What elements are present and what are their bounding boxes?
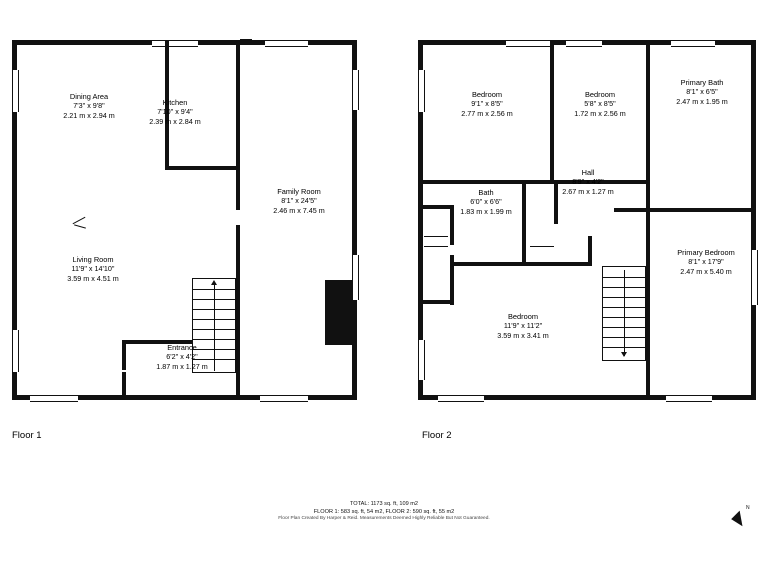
room-label-bedroom-1: Bedroom 9'1" x 8'5" 2.77 m x 2.56 m <box>461 90 513 118</box>
wall-f2-hall-top-right <box>614 208 650 212</box>
wall-f2-bed2-right <box>646 40 650 212</box>
room-label-dining-area: Dining Area 7'3" x 9'8" 2.21 m x 2.94 m <box>63 92 115 120</box>
window-f1-bottom-left <box>30 395 78 402</box>
room-label-kitchen: Kitchen 7'10" x 9'4" 2.39 m x 2.84 m <box>149 98 201 126</box>
floor-1-caption: Floor 1 <box>12 430 42 441</box>
compass-rose <box>728 505 756 533</box>
room-label-bedroom-3: Bedroom 11'9" x 11'2" 3.59 m x 3.41 m <box>497 312 549 340</box>
door-tick-f1-living-2 <box>74 224 86 228</box>
window-f2-left-upper <box>418 70 425 112</box>
wall-f2-primary-bed-left <box>646 208 650 400</box>
room-label-primary-bath: Primary Bath 8'1" x 6'5" 2.47 m x 1.95 m <box>676 78 728 106</box>
window-f1-right-lower <box>352 255 359 300</box>
wall-f2-bottom-bed-top <box>418 300 454 304</box>
floor-2-plan <box>418 40 756 400</box>
window-f2-top-c <box>671 40 715 47</box>
room-label-primary-bedroom: Primary Bedroom 8'1" x 17'9" 2.47 m x 5.40 m <box>677 248 735 276</box>
footer-total: TOTAL: 1173 sq. ft, 109 m2 <box>349 501 419 507</box>
window-f1-left-upper <box>12 70 19 112</box>
compass-north-label: N <box>746 505 750 511</box>
wall-f1-top <box>12 40 240 45</box>
wall-f2-hall-bottom <box>522 262 592 266</box>
window-f2-bottom-right <box>666 395 712 402</box>
window-f2-top-a <box>506 40 550 47</box>
window-f2-bottom-left <box>438 395 484 402</box>
wall-f1-family-notch <box>325 280 353 345</box>
wall-f1-family-left-lower <box>236 225 240 400</box>
room-label-hall: Hall 8'9" x 4'2" 2.67 m x 1.27 m <box>562 168 614 196</box>
window-f1-left-lower <box>12 330 19 372</box>
window-f2-left-lower <box>418 340 425 380</box>
fixture-f2-hall-door <box>530 246 554 247</box>
room-label-family-room: Family Room 8'1" x 24'5" 2.46 m x 7.45 m <box>273 187 325 215</box>
floor-2-caption: Floor 2 <box>422 430 452 441</box>
window-f1-top-left <box>152 40 198 47</box>
wall-f2-hall-divider <box>588 236 592 266</box>
footer-disclaimer: Floor Plan Created By Harper & Reid. Measurements Deemed Highly Reliable But Not Guaranteed. <box>278 516 490 522</box>
wall-f1-dining-bottom <box>165 166 240 170</box>
door-tick-f1-living <box>73 217 86 224</box>
window-f1-bottom-right <box>260 395 308 402</box>
floor-1-plan <box>12 40 357 400</box>
room-label-entrance: Entrance 6'2" x 4'2" 1.87 m x 1.27 m <box>156 343 208 371</box>
wall-f2-bed-block-bottom <box>418 180 554 184</box>
wall-f1-family-left <box>236 40 240 210</box>
window-f1-right-upper <box>352 70 359 110</box>
room-label-bedroom-2: Bedroom 5'8" x 8'5" 1.72 m x 2.56 m <box>574 90 626 118</box>
footer-breakdown: FLOOR 1: 583 sq. ft, 54 m2, FLOOR 2: 590 sq. ft, 55 m2 <box>313 509 455 516</box>
fixture-f2-bath-tub-edge <box>424 246 448 247</box>
compass-needle-icon <box>731 511 749 529</box>
wall-f2-primary-bath-bottom <box>646 208 756 212</box>
room-label-living-room: Living Room 11'9" x 14'10" 3.59 m x 4.51 m <box>67 255 119 283</box>
fixture-f2-bath-tub <box>424 236 448 237</box>
door-f1-entrance <box>122 370 126 372</box>
wall-f1-family-notch-top <box>240 39 252 45</box>
footer-summary <box>0 500 768 523</box>
window-f2-top-b <box>566 40 602 47</box>
stairs-f2-center-line <box>624 270 625 356</box>
window-f1-top-right <box>265 40 308 47</box>
room-label-bath: Bath 6'0" x 6'6" 1.83 m x 1.99 m <box>460 188 512 216</box>
